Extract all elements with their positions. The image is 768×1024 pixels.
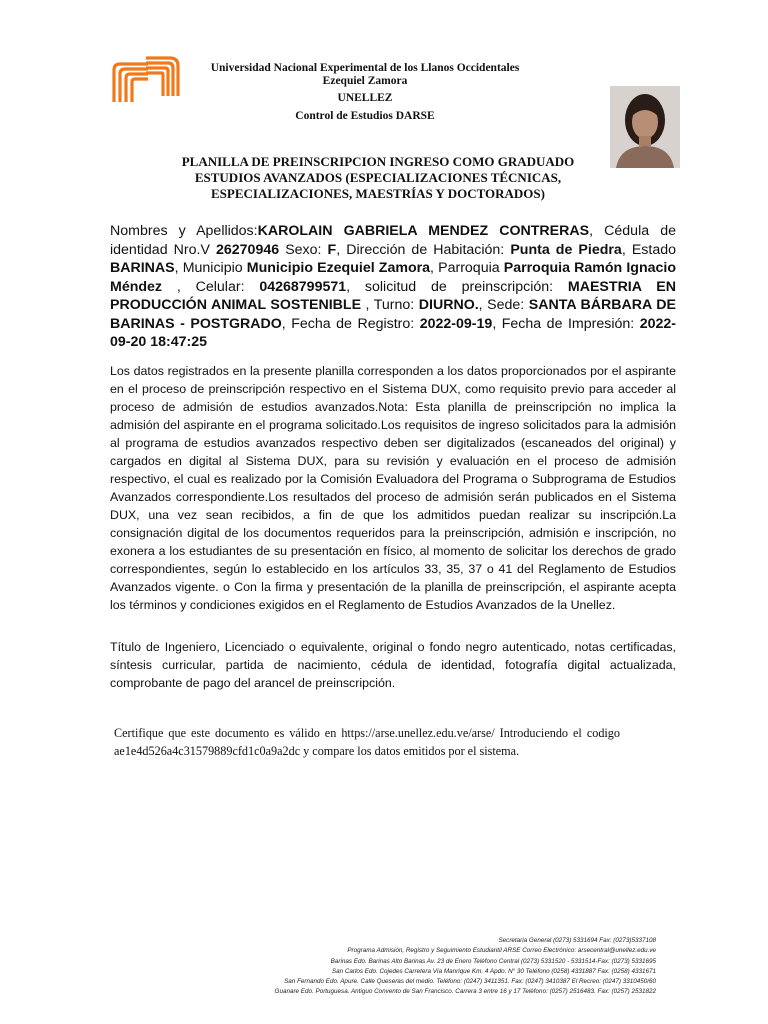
label-phone: , Celular: (162, 278, 260, 295)
label-request: , solicitud de preinscripción: (346, 278, 568, 295)
label-campus: , Sede: (478, 297, 529, 313)
label-state: , Estado (621, 241, 676, 258)
label-id: , Cédula de identidad Nro.V (110, 223, 676, 258)
applicant-address: Punta de Piedra (510, 241, 622, 258)
footer-line: Guanare Edo. Portuguesa. Antiguo Convento de San Francisco. Carrera 3 entre 16 y 17 Teléfono: (0257) 2516483. Fax: (0257) 2531822 (274, 988, 656, 996)
applicant-shift: DIURNO. (418, 297, 479, 313)
applicant-details (110, 222, 676, 352)
requirements-paragraph: Título de Ingeniero, Licenciado o equivalente, original o fondo negro autenticado, notas certificadas, síntesis curricular, partida de nacimiento, cédula de identidad, fotografía digital actualizada, comprobante de pago del arancel de preinscripción. (110, 640, 676, 690)
certification-paragraph: Certifique que este documento es válido en https://arse.unellez.edu.ve/arse/ Introduciendo el codigo ae1e4d526a4c31579889cfd1c0a9a2dc y compare los datos emitidos por el sistema. (114, 726, 620, 758)
university-name-line1: Universidad Nacional Experimental de los Llanos Occidentales (210, 62, 520, 74)
print-date: 2022-09-20 18:47:25 (110, 315, 676, 350)
applicant-parish: Parroquia Ramón Ignacio Méndez (110, 260, 676, 295)
label-sex: Sexo: (279, 241, 328, 258)
applicant-campus: SANTA BÁRBARA DE BARINAS - POSTGRADO (110, 297, 676, 332)
registration-date: 2022-09-19 (419, 315, 493, 332)
applicant-name: KAROLAIN GABRIELA MENDEZ CONTRERAS (257, 223, 590, 239)
university-acronym: UNELLEZ (337, 92, 393, 104)
label-municipality: , Municipio (174, 260, 247, 276)
title-line2: ESTUDIOS AVANZADOS (ESPECIALIZACIONES TÉCNICAS, (194, 170, 562, 185)
label-registration-date: , Fecha de Registro: (281, 315, 420, 332)
label-print-date: , Fecha de Impresión: (492, 315, 640, 332)
applicant-photo (610, 86, 680, 168)
footer-line: Barinas Edo. Barinas Alto Barinas Av. 23 de Enero Teléfono Central (0273) 5331520 - 5331514-Fax: (0273) 5331695 (330, 957, 656, 965)
university-name-line2: Ezequiel Zamora (322, 74, 408, 87)
title-line3: ESPECIALIZACIONES, MAESTRÍAS Y DOCTORADOS) (211, 186, 545, 201)
applicant-id: 26270946 (216, 241, 280, 258)
label-address: , Dirección de Habitación: (336, 241, 511, 258)
department-name: Control de Estudios DARSE (295, 109, 435, 122)
label-name: Nombres y Apellidos: (110, 223, 258, 239)
terms-paragraph: Los datos registrados en la presente planilla corresponden a los datos proporcionados por el aspirante en el proceso de preinscripción respectivo en el Sistema DUX, como requisito previo para acceder al proceso de admisión de estudios avanzados.Nota: Esta planilla de preinscripción no implica la admisión del aspirante en el programa solicitado.Los requisitos de ingreso solicitados para la admisión al programa de estudios avanzados respectivo deben ser digitalizados (escaneados del original) y cargados en digital al Sistema DUX, para su revisión y evaluación en el proceso de admisión respectivo, el cual es realizado por la Comisión Evaluadora del Programa o Subprograma de Estudios Avanzados correspondiente.Los resultados del proceso de admisión serán publicados en el Sistema DUX, una vez sean recibidos, a fin de que los admitidos puedan realizar su inscripción.La consignación digital de los documentos requeridos para la preinscripción, admisión e inscripción, no exonera a los estudiantes de su presentación en físico, al momento de solicitar los derechos de grado correspondientes, según lo establecido en los artículos 33, 35, 37 o 41 del Reglamento de Estudios Avanzados vigente. o Con la firma y presentación de la planilla de preinscripción, el aspirante acepta los términos y condiciones exigidos en el Reglamento de Estudios Avanzados de la Unellez. (110, 364, 676, 612)
label-parish: , Parroquia (430, 260, 504, 276)
applicant-municipality: Municipio Ezequiel Zamora (246, 260, 431, 276)
label-shift: , Turno: (361, 297, 419, 313)
institution-header (180, 62, 550, 122)
footer-line: San Fernando Edo. Apure. Calle Queseras del medio. Teléfono: (0247) 3411351. Fax: (0247) 3410387 El Recreo: (0247) 3310450/60 (284, 978, 656, 986)
title-line1: PLANILLA DE PREINSCRIPCION INGRESO COMO GRADUADO (181, 154, 575, 169)
applicant-program: MAESTRIA EN PRODUCCIÓN ANIMAL SOSTENIBLE (110, 278, 677, 313)
applicant-phone: 04268799571 (259, 278, 347, 295)
applicant-sex: F (327, 241, 337, 258)
unellez-logo-icon (108, 50, 186, 110)
document-title (150, 154, 606, 202)
footer-line: Programa Admisión, Registro y Seguimiento Estudiantil ARSE Correo Electrónico: arsecentral@unellez.edu.ve (347, 947, 656, 955)
footer-line: Secretaria General (0273) 5331694 Fax: (0273)5337108 (498, 937, 656, 944)
applicant-state: BARINAS (110, 260, 175, 276)
footer-contacts (96, 936, 656, 998)
footer-line: San Carlos Edo. Cojedes Carretera Vía Manrique Km. 4 Apdo. N° 30 Teléfono (0258) 4331887 Fax: (0258) 4331671 (331, 967, 656, 975)
